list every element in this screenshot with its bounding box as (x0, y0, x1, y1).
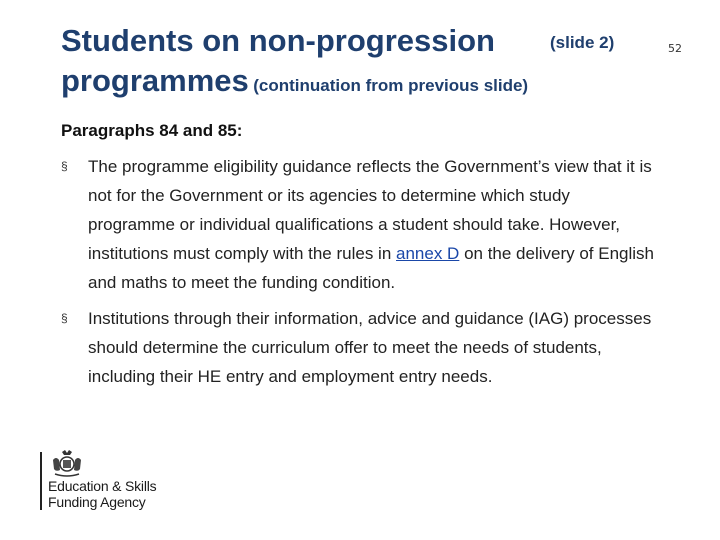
page-number: 52 (668, 42, 682, 55)
logo-line-1: Education & Skills (48, 478, 157, 494)
bullet-text-part: The programme eligibility guidance reflects the Government’s view that it is not for the Government or its agencies to determine which study programme or individual qualifications a student should take. However, institutions must comply with the rules in (88, 157, 652, 263)
section-heading: Paragraphs 84 and 85: (61, 121, 243, 140)
logo-divider (40, 452, 42, 510)
royal-crest-icon (50, 450, 84, 478)
annex-d-link[interactable]: annex D (396, 244, 460, 263)
title-line-2: programmes (61, 63, 249, 98)
title-line-1: Students on non-progression (61, 23, 495, 58)
agency-logo (40, 450, 200, 515)
continuation-note: (continuation from previous slide) (253, 76, 529, 95)
bullet-text (88, 152, 661, 297)
logo-line-2: Funding Agency (48, 494, 146, 510)
bullet-text-part: on the delivery of English and maths to meet the funding condition. (88, 244, 655, 292)
slide-label: (slide 2) (550, 33, 615, 52)
list-item (61, 304, 661, 391)
logo-text (48, 478, 156, 510)
bullet-text: Institutions through their information, advice and guidance (IAG) processes should determine the curriculum offer to meet the needs of students, including their HE entry and employment entry needs. (88, 309, 652, 386)
bullet-list (61, 152, 661, 398)
list-item (61, 152, 661, 297)
bullet-marker: § (61, 159, 68, 173)
slide-title (61, 22, 661, 106)
bullet-marker: § (61, 311, 68, 325)
